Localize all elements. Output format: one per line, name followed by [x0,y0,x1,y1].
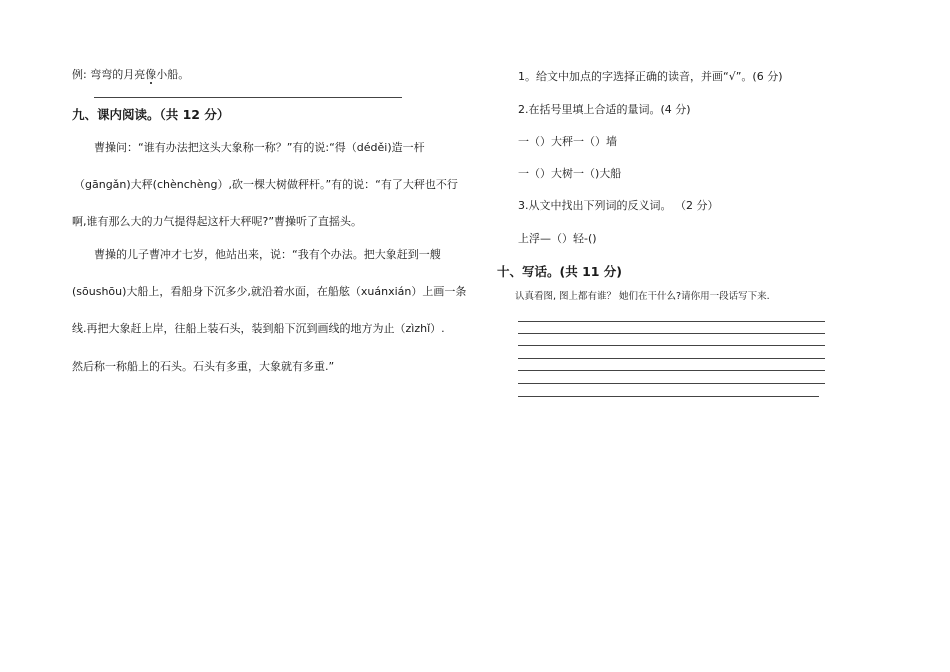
passage-line-2: （gāngǎn)大秤(chènchèng）,砍一棵大树做秤杆。”有的说：“有了大秤也不行 [74,178,458,191]
example-prefix: 例: [72,68,87,81]
passage-line-5: (sōushōu)大船上，看船身下沉多少,就沿着水面，在船舷（xuánxián）上画一条 [72,285,467,298]
passage-line-7: 然后称一称船上的石头。石头有多重，大象就有多重.” [72,360,335,373]
writing-line[interactable] [518,370,825,371]
writing-line[interactable] [518,396,819,397]
writing-line[interactable] [518,358,825,359]
example-text-after: 小船。 [156,68,190,81]
section9-heading: 九、课内阅读。（共 12 分） [72,107,230,122]
example-line [72,66,189,82]
passage-line-4: 曹操的儿子曹冲才七岁，他站出来，说：“我有个办法。把大象赶到一艘 [94,248,441,261]
question-1: 1。给文中加点的字选择正确的读音，并画“√”。(6 分) [518,70,783,83]
writing-line[interactable] [518,333,825,334]
writing-line[interactable] [518,383,825,384]
example-dotted-char: 像 [145,68,157,81]
question-3-row: 上浮—（）轻-() [518,232,597,245]
section10-instruction: 认真看图, 图上都有谁？ 她们在干什么?请你用一段话写下来. [515,291,770,302]
passage-line-3: 啊,谁有那么大的力气提得起这杆大秤呢?”曹操听了直摇头。 [72,215,363,228]
passage-line-1: 曹操问：“谁有办法把这头大象称一称？”有的说:“得（déděi)造一杆 [94,141,425,154]
question-2-row-2: 一（）大树一（)大船 [518,167,622,180]
example-text-before: 弯弯的月亮 [90,68,146,81]
section10-heading: 十、写话。(共 11 分) [497,264,623,279]
question-3: 3.从文中找出下列词的反义词。 （2 分） [518,199,719,212]
example-answer-line[interactable] [94,97,402,98]
passage-line-6: 线.再把大象赶上岸，往船上装石头，装到船下沉到画线的地方为止（zìzhǐ）. [72,322,445,335]
question-2-row-1: 一（）大秤一（）墙 [518,135,617,148]
writing-line[interactable] [518,345,825,346]
writing-line[interactable] [518,321,825,322]
question-2: 2.在括号里填上合适的量词。(4 分) [518,103,691,116]
